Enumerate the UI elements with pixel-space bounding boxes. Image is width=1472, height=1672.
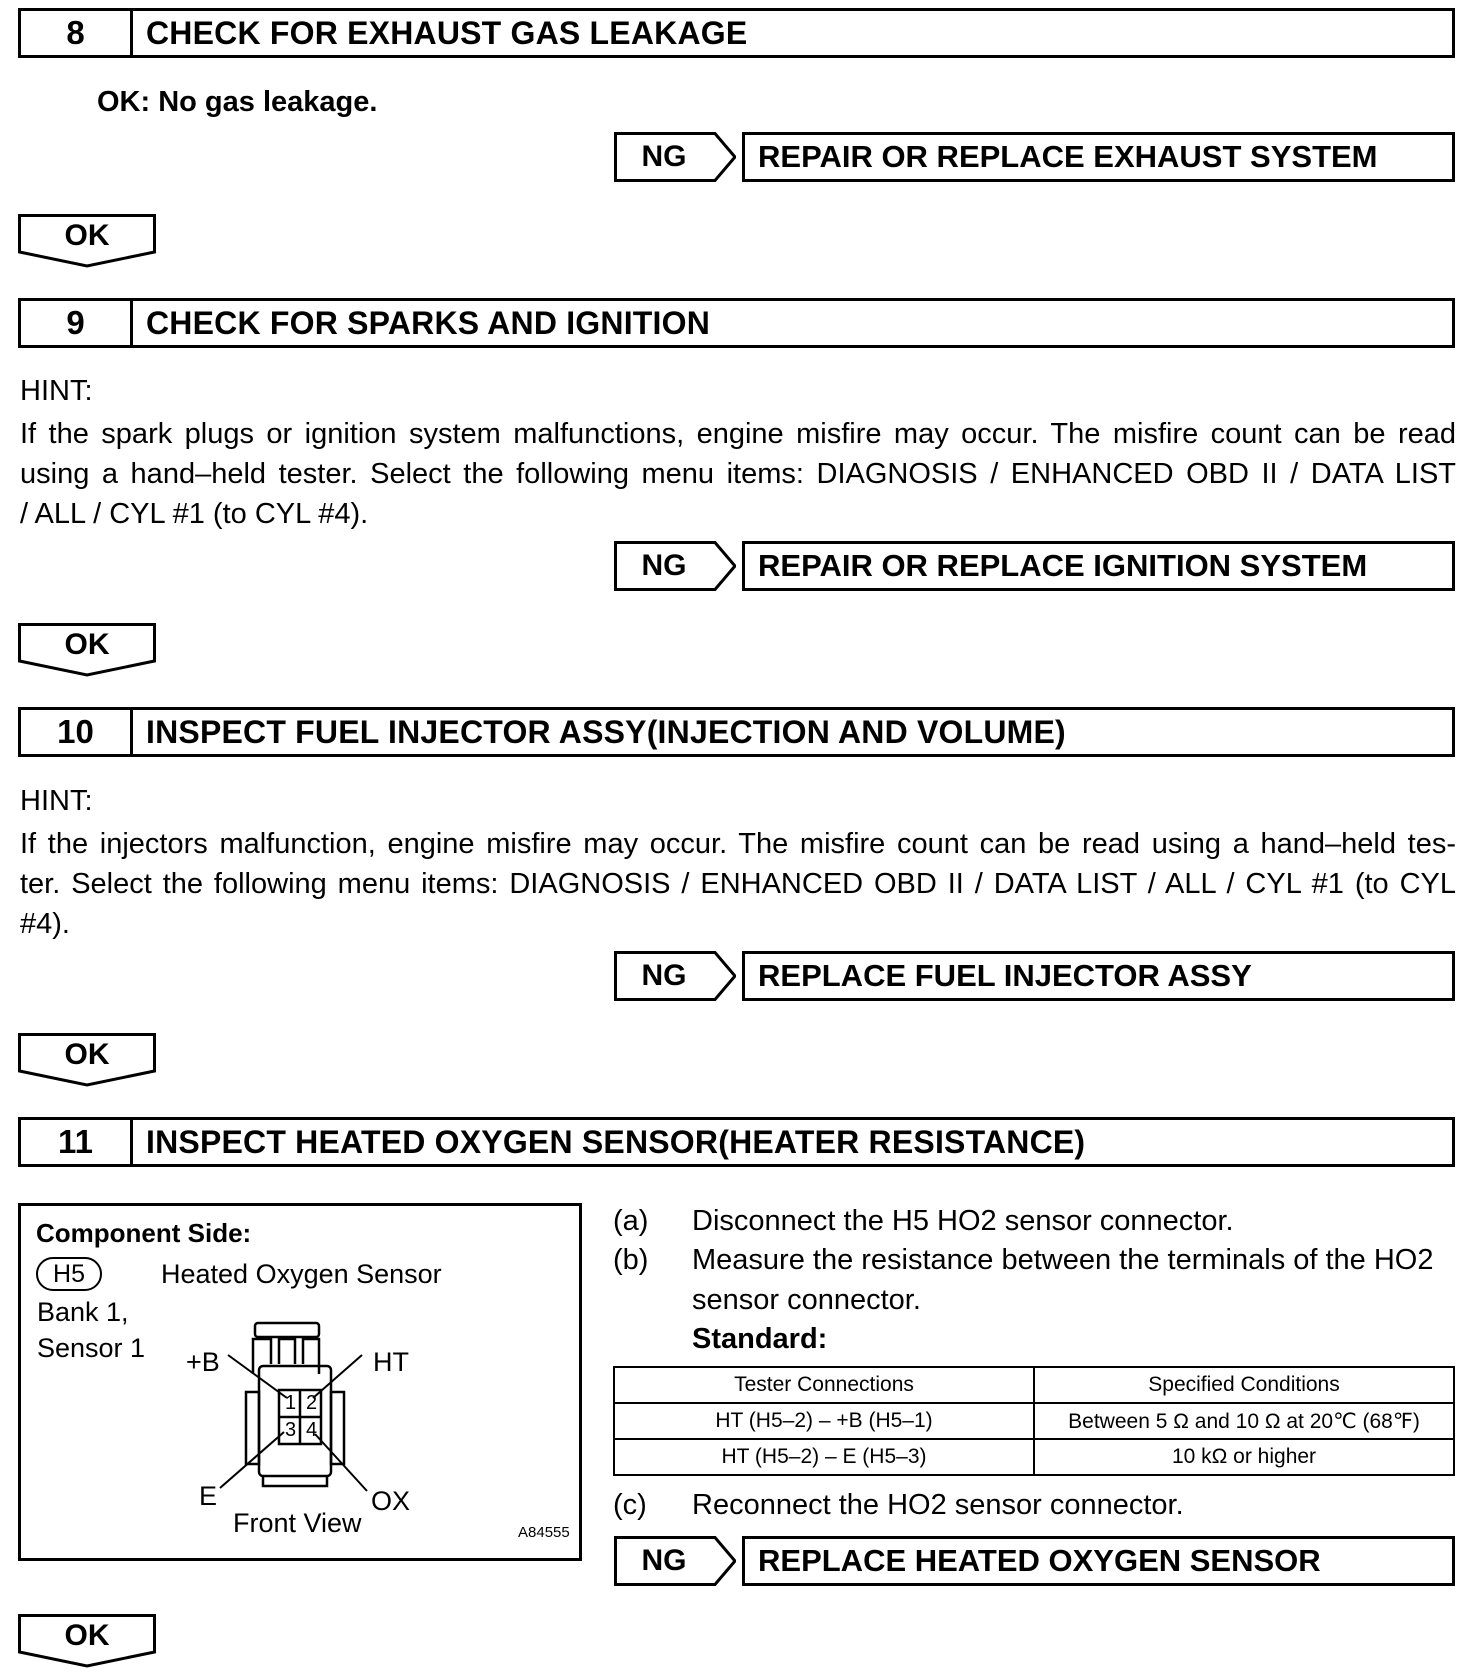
- pin-3: 3: [285, 1419, 297, 1441]
- pin-4: 4: [306, 1419, 318, 1441]
- step-10-header: [18, 707, 1455, 757]
- step-number: 11: [21, 1120, 133, 1164]
- ng-arrow-box: [614, 541, 734, 591]
- ok-label: OK: [64, 1619, 110, 1652]
- ng-branch: [614, 132, 1455, 182]
- step-8-header: [18, 8, 1455, 58]
- connector-id-badge: H5: [36, 1257, 102, 1291]
- view-label: Front View: [233, 1508, 362, 1538]
- step-number: 8: [21, 11, 133, 55]
- pin-1: 1: [285, 1392, 297, 1414]
- hint-line: If the injectors malfunction, engine misfire may occur. The misfire count can be read using a hand–held tes-: [20, 828, 1456, 860]
- ok-label: OK: [64, 1038, 110, 1071]
- ng-action-box: REPLACE FUEL INJECTOR ASSY: [742, 951, 1455, 1001]
- table-cell: HT (H5–2) – E (H5–3): [614, 1439, 1034, 1475]
- sensor-position-label: Sensor 1: [37, 1333, 146, 1363]
- step-number: 9: [21, 301, 133, 345]
- figure-code: A84555: [518, 1524, 570, 1541]
- instruction-marker: (a): [613, 1205, 649, 1237]
- ng-arrow-box: [614, 132, 734, 182]
- pin-label-e: E: [199, 1481, 218, 1511]
- ok-badge: [18, 214, 156, 268]
- instruction-text: Disconnect the H5 HO2 sensor connector.: [692, 1205, 1234, 1237]
- pin-label-ht: HT: [373, 1347, 409, 1377]
- hint-line: ter. Select the following menu items: DIAGNOSIS / ENHANCED OBD II / DATA LIST / ALL / CYL #1 (to CYL: [20, 868, 1456, 900]
- instruction-text: sensor connector.: [692, 1284, 921, 1316]
- instruction-marker: (c): [613, 1489, 647, 1521]
- ng-branch: [614, 1536, 1455, 1586]
- ok-badge: [18, 1614, 156, 1668]
- connector-figure: [18, 1203, 582, 1561]
- ng-label: NG: [641, 549, 687, 582]
- standard-label: Standard:: [692, 1323, 828, 1355]
- hint-line: #4).: [20, 908, 70, 940]
- ng-arrow-box: [614, 951, 734, 1001]
- instruction-text: Reconnect the HO2 sensor connector.: [692, 1489, 1184, 1521]
- ok-badge: [18, 1033, 156, 1087]
- step-number: 10: [21, 710, 133, 754]
- table-header-row: [614, 1367, 1454, 1403]
- ng-action-box: REPAIR OR REPLACE EXHAUST SYSTEM: [742, 132, 1455, 182]
- ok-condition: OK: No gas leakage.: [97, 86, 378, 118]
- ng-branch: [614, 951, 1455, 1001]
- ng-label: NG: [641, 140, 687, 173]
- hint-line: / ALL / CYL #1 (to CYL #4).: [20, 498, 369, 530]
- ng-action-box: REPLACE HEATED OXYGEN SENSOR: [742, 1536, 1455, 1586]
- step-title: CHECK FOR EXHAUST GAS LEAKAGE: [146, 14, 748, 51]
- pin-label-b: +B: [186, 1347, 220, 1377]
- standard-table: [613, 1366, 1455, 1476]
- column-header: Tester Connections: [614, 1367, 1034, 1403]
- table-cell: Between 5 Ω and 10 Ω at 20℃ (68℉): [1034, 1403, 1454, 1439]
- table-row: [614, 1403, 1454, 1439]
- step-title: CHECK FOR SPARKS AND IGNITION: [146, 304, 711, 341]
- table-row: [614, 1439, 1454, 1475]
- step-title: INSPECT FUEL INJECTOR ASSY(INJECTION AND VOLUME): [146, 713, 1066, 750]
- ok-label: OK: [64, 628, 110, 661]
- ng-label: NG: [641, 959, 687, 992]
- ok-label: OK: [64, 219, 110, 252]
- hint-label: HINT:: [20, 375, 93, 407]
- pin-2: 2: [306, 1392, 318, 1414]
- ok-badge: [18, 623, 156, 677]
- step-9-header: [18, 298, 1455, 348]
- ng-branch: [614, 541, 1455, 591]
- hint-text: [20, 414, 1456, 534]
- table-cell: HT (H5–2) – +B (H5–1): [614, 1403, 1034, 1439]
- hint-line: If the spark plugs or ignition system malfunctions, engine misfire may occur. The misfire count can be read: [20, 418, 1456, 450]
- step-11-header: [18, 1117, 1455, 1167]
- bank-label: Bank 1,: [37, 1297, 129, 1327]
- ng-action-box: REPAIR OR REPLACE IGNITION SYSTEM: [742, 541, 1455, 591]
- step-title: INSPECT HEATED OXYGEN SENSOR(HEATER RESISTANCE): [146, 1123, 1086, 1160]
- figure-heading: Component Side:: [36, 1218, 252, 1248]
- sensor-name: Heated Oxygen Sensor: [161, 1259, 442, 1289]
- instruction-text: Measure the resistance between the terminals of the HO2: [692, 1244, 1434, 1276]
- ng-arrow-box: [614, 1536, 734, 1586]
- hint-line: using a hand–held tester. Select the following menu items: DIAGNOSIS / ENHANCED OBD II / DATA LIST: [20, 458, 1456, 490]
- instruction-marker: (b): [613, 1244, 649, 1276]
- column-header: Specified Conditions: [1034, 1367, 1454, 1403]
- ng-label: NG: [641, 1544, 687, 1577]
- connector-drawing: [21, 1206, 579, 1558]
- pin-label-ox: OX: [371, 1486, 411, 1516]
- hint-label: HINT:: [20, 785, 93, 817]
- hint-text: [20, 824, 1456, 944]
- table-cell: 10 kΩ or higher: [1034, 1439, 1454, 1475]
